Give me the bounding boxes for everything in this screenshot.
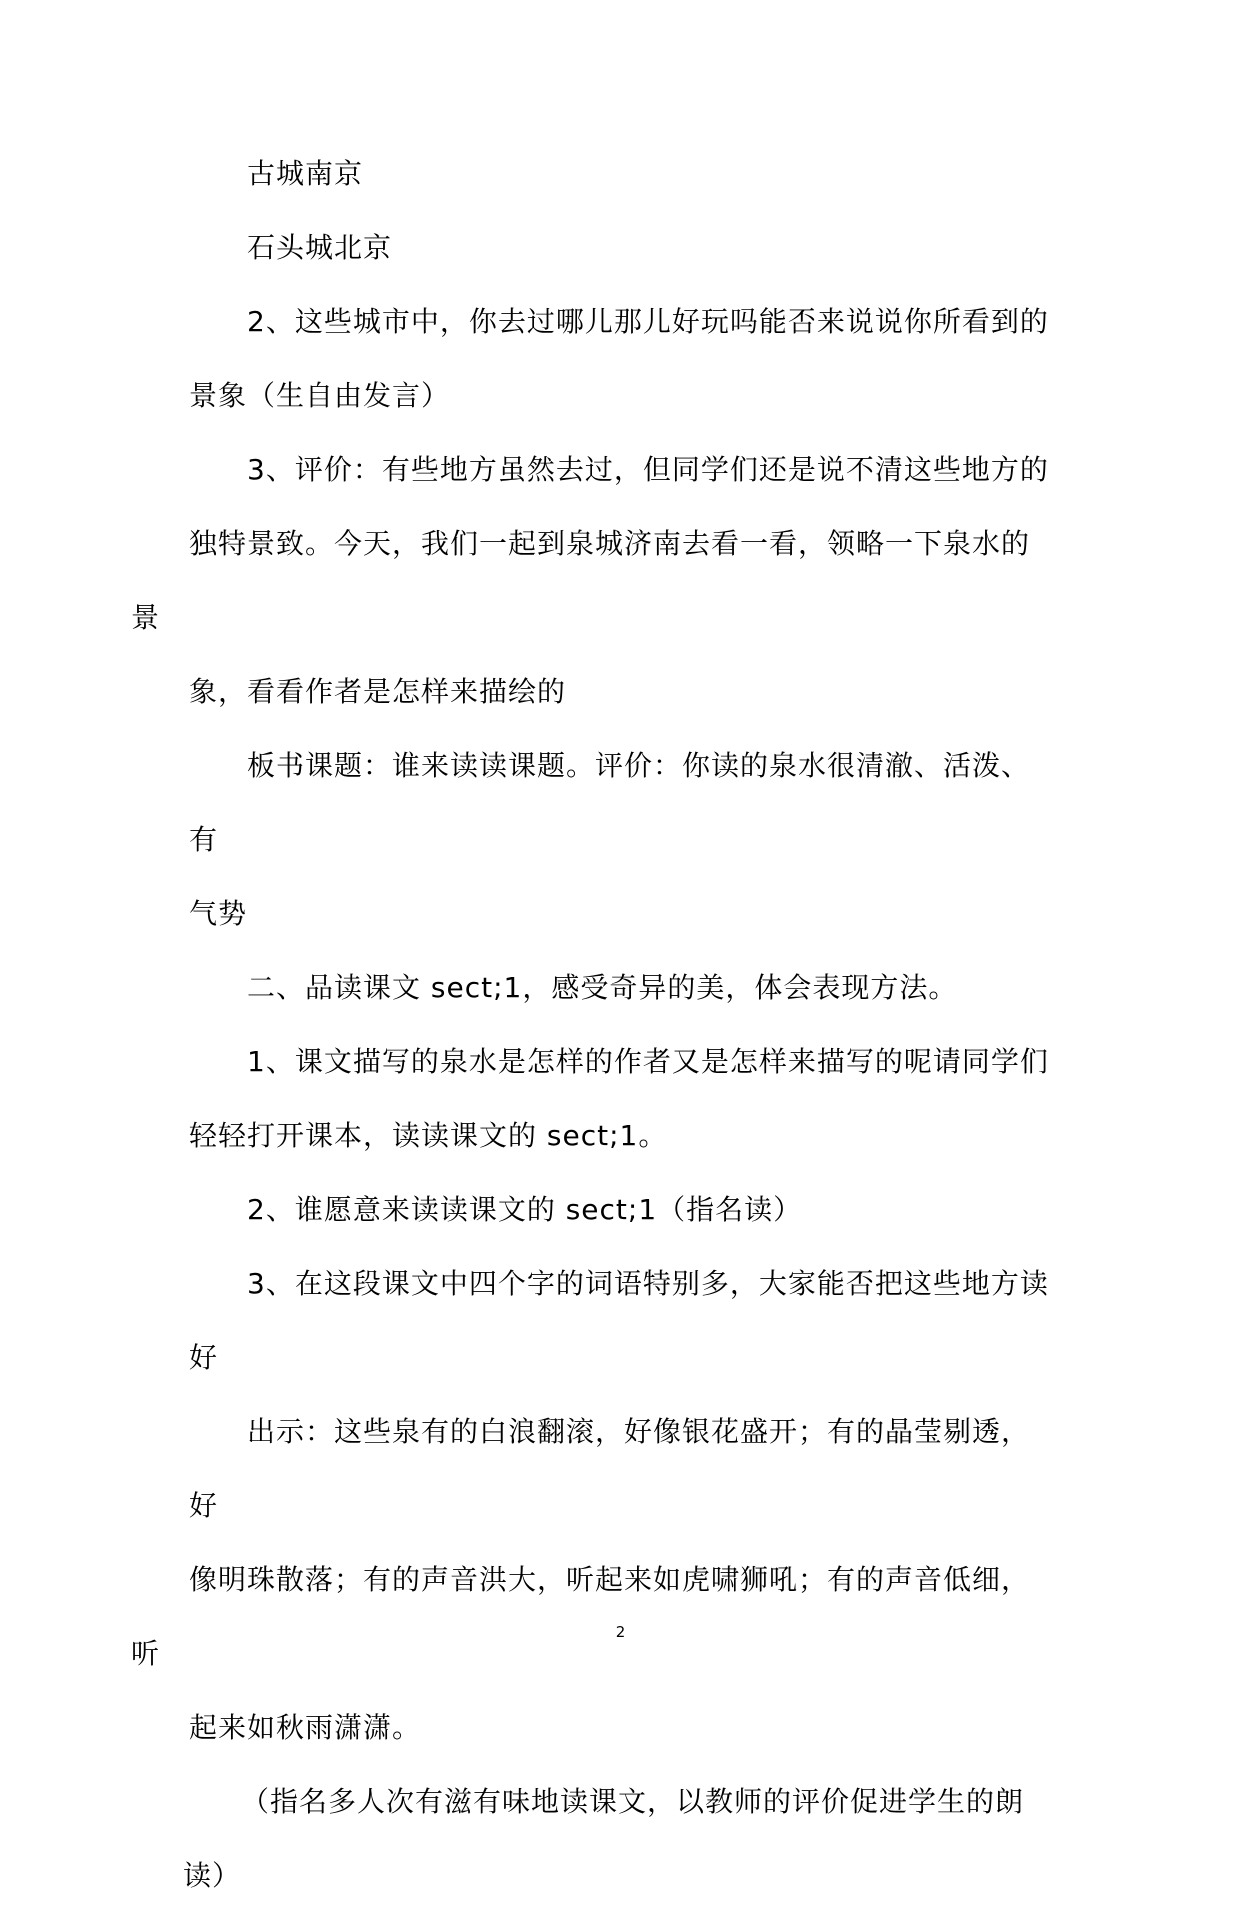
text-line: 石头城北京	[247, 231, 393, 264]
paragraph	[189, 285, 1051, 433]
paragraph	[189, 1247, 1051, 1395]
paragraph	[131, 1395, 1051, 1765]
text-line: 气势	[189, 897, 248, 930]
text-line: 2、这些城市中，你去过哪儿那儿好玩吗能否来说说你所看到的	[247, 305, 1049, 338]
text-line: 古城南京	[247, 157, 364, 190]
paragraph	[189, 137, 1051, 211]
text-line: 起来如秋雨潇潇。	[189, 1711, 422, 1744]
text-line: 独特景致。今天，我们一起到泉城济南去看一看，领略一下泉水的景	[131, 527, 1031, 634]
page-number: 2	[615, 1623, 626, 1641]
text-line: 二、品读课文 sect;1，感受奇异的美，体会表现方法。	[247, 971, 958, 1004]
text-line: 2、谁愿意来读读课文的 sect;1（指名读）	[247, 1193, 803, 1226]
text-line: 像明珠散落；有的声音洪大，听起来如虎啸狮吼；有的声音低细，听	[131, 1563, 1031, 1670]
text-line: （指名多人次有滋有味地读课文，以教师的评价促进学生的朗读）	[183, 1785, 1025, 1892]
body-text	[131, 137, 1051, 1913]
text-line: 板书课题：谁来读读课题。评价：你读的泉水很清澈、活泼、有	[189, 749, 1031, 856]
text-line: 出示：这些泉有的白浪翻滚，好像银花盛开；有的晶莹剔透，好	[189, 1415, 1031, 1522]
text-line: 轻轻打开课本，读读课文的 sect;1。	[189, 1119, 668, 1152]
text-line: 景象（生自由发言）	[189, 379, 451, 412]
text-line: 好	[189, 1341, 219, 1374]
text-line: 3、在这段课文中四个字的词语特别多，大家能否把这些地方读	[247, 1267, 1049, 1300]
text-line: 象，看看作者是怎样来描绘的	[189, 675, 567, 708]
text-line: 3、评价：有些地方虽然去过，但同学们还是说不清这些地方的	[247, 453, 1049, 486]
paragraph	[189, 729, 1051, 951]
text-line: 1、课文描写的泉水是怎样的作者又是怎样来描写的呢请同学们	[247, 1045, 1049, 1078]
paragraph	[189, 1173, 1051, 1247]
paragraph	[131, 433, 1051, 729]
paragraph	[189, 951, 1051, 1025]
paragraph	[183, 1765, 1051, 1913]
paragraph	[189, 211, 1051, 285]
paragraph	[189, 1025, 1051, 1173]
